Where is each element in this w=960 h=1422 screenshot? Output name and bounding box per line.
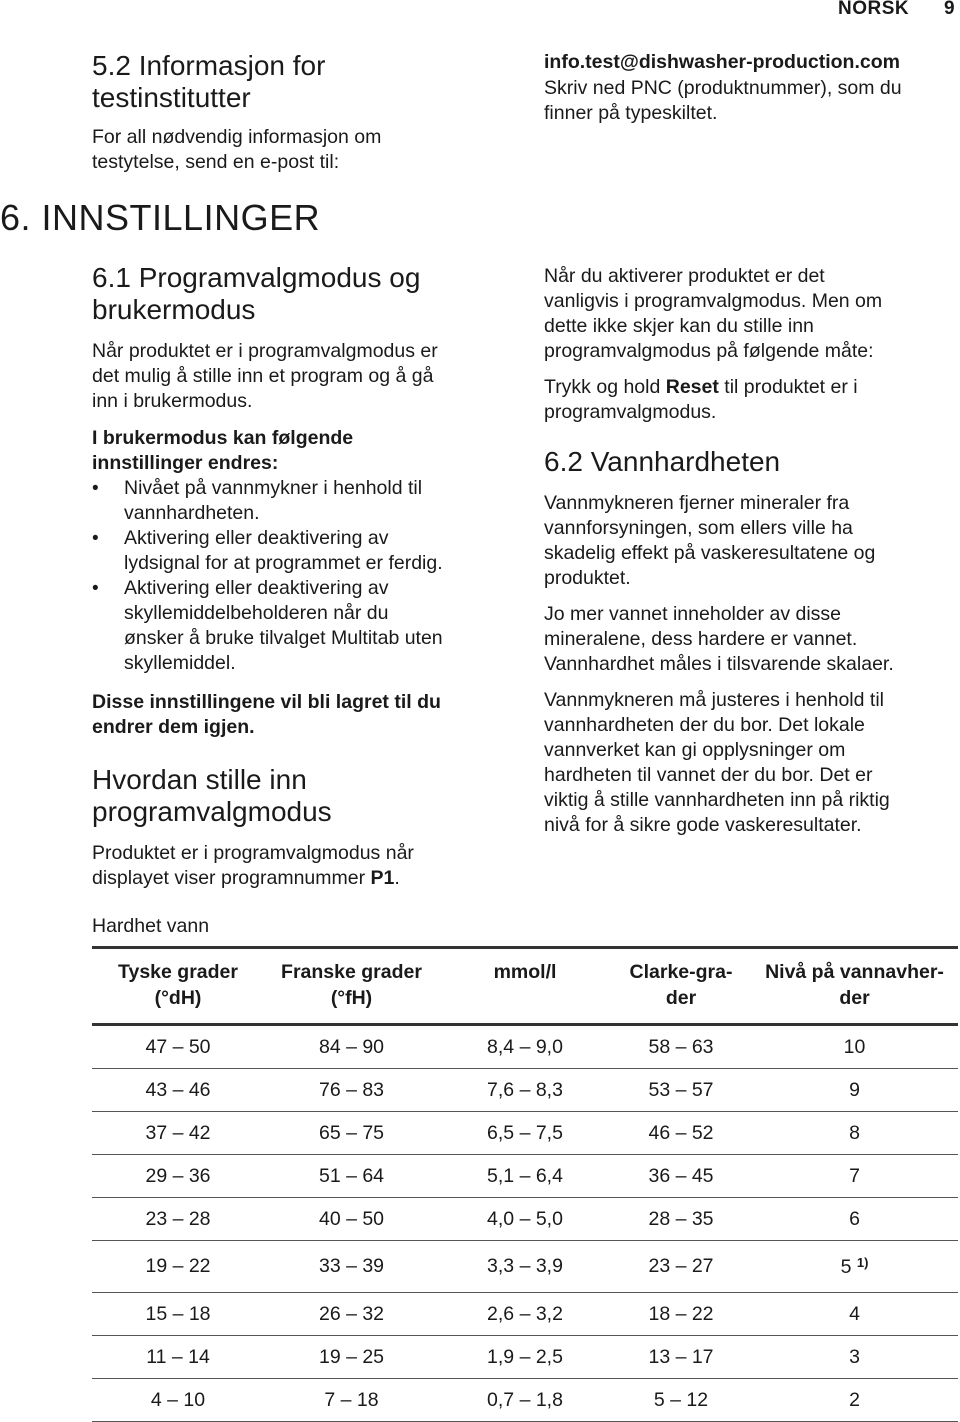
text-span: . [394,867,400,889]
text-line: Vannmykneren må justeres i henhold til [544,689,884,711]
table-cell: 6 [751,1198,958,1241]
pnc-text [544,76,958,126]
table-cell: 46 – 52 [611,1112,751,1155]
section-5-2-text [92,125,512,175]
text-line: finner på typeskiltet. [544,102,718,124]
page-number: 9 [944,0,955,19]
header-line: der [839,987,870,1009]
text-line: endrer dem igjen. [92,716,255,738]
table-row [92,1025,958,1069]
section-6-2-p2 [544,602,958,677]
text-line: Jo mer vannet inneholder av disse [544,603,842,625]
table-cell: 19 – 22 [92,1241,264,1293]
title-line: Hvordan stille inn [92,764,307,795]
section-6-1-title [92,262,512,326]
text-line: Når produktet er i programvalgmodus er [92,340,438,362]
table-cell: 7 – 18 [264,1379,439,1422]
title-line: 6.1 Programvalgmodus og [92,262,421,293]
table-cell: 51 – 64 [264,1155,439,1198]
text-line: programvalgmodus på følgende måte: [544,340,874,362]
table-cell: 4 – 10 [92,1379,264,1422]
contact-block [544,50,958,126]
table-cell: 37 – 42 [92,1112,264,1155]
text-line: det mulig å stille inn et program og å gå [92,365,434,387]
title-line: testinstitutter [92,82,251,113]
text-line: hardheten til vannet der du bor. Det er [544,764,873,786]
water-hardness-table [92,946,958,1422]
table-caption: Hardhet vann [92,915,210,937]
text-line: Skriv ned PNC (produktnummer), som du [544,77,902,99]
settings-intro [92,426,512,476]
header-language: NORSK [838,0,910,19]
text-line: dette ikke skjer kan du stille inn [544,315,814,337]
table-cell: 28 – 35 [611,1198,751,1241]
header-line: Clarke-gra- [629,961,733,983]
table-cell: 4 [751,1293,958,1336]
table-cell: 1,9 – 2,5 [439,1336,611,1379]
text-line: Produktet er i programvalgmodus når [92,842,414,864]
settings-list [92,476,512,676]
table-cell: 76 – 83 [264,1069,439,1112]
table-cell: 2,6 – 3,2 [439,1293,611,1336]
text-line: viktig å stille vannhardheten inn på riktig [544,789,890,811]
table-row [92,1336,958,1379]
header-clarke-degrees [611,948,751,1025]
header-line: Tyske grader [118,961,238,983]
text-line: Når du aktiverer produktet er det [544,265,825,287]
title-line: brukermodus [92,294,256,325]
footnote-mark: 1) [856,1254,869,1270]
text-line: programvalgmodus. [544,401,717,423]
text-line: mineralene, dess hardere er vannet. [544,628,858,650]
header-line: (°dH) [154,987,202,1009]
table-cell: 5 – 12 [611,1379,751,1422]
section-6-1-text [92,339,512,414]
section-6-1 [92,262,512,891]
table-cell: 58 – 63 [611,1025,751,1069]
chapter-6-title: 6. INNSTILLINGER [0,197,321,238]
text-line: produktet. [544,567,631,589]
text-line: vannverket kan gi opplysninger om [544,739,846,761]
table-cell: 47 – 50 [92,1025,264,1069]
section-5-2 [92,50,512,175]
table-row [92,1069,958,1112]
text-line: inn i brukermodus. [92,390,253,412]
table-cell: 13 – 17 [611,1336,751,1379]
list-item [92,576,512,676]
level-value: 5 [840,1255,852,1278]
title-line: programvalgmodus [92,796,332,827]
text-span: displayet viser programnummer [92,867,371,889]
table-header-row [92,948,958,1025]
text-line [544,375,958,400]
header-line: Franske grader [281,961,422,983]
text-line: • Nivået på vannmykner i henhold til [124,477,423,499]
table-cell: 4,0 – 5,0 [439,1198,611,1241]
table-cell: 23 – 28 [92,1198,264,1241]
header-line: (°fH) [330,987,373,1009]
table-cell: 33 – 39 [264,1241,439,1293]
text-line: skyllemiddel. [124,652,236,674]
activation-text [544,264,958,364]
table-cell: 5,1 – 6,4 [439,1155,611,1198]
text-line: vannforsyningen, som ellers ville ha [544,517,853,539]
text-line: lydsignal for at programmet er ferdig. [124,552,443,574]
activation-block [544,264,958,838]
table-cell: 40 – 50 [264,1198,439,1241]
table-cell: 53 – 57 [611,1069,751,1112]
reset-instruction [544,375,958,425]
table-cell: 19 – 25 [264,1336,439,1379]
table-cell: 7,6 – 8,3 [439,1069,611,1112]
section-6-2-title: 6.2 Vannhardheten [544,446,781,477]
section-6-2-p3 [544,688,958,838]
how-to-title [92,764,512,828]
table-cell: 18 – 22 [611,1293,751,1336]
table-cell: 7 [751,1155,958,1198]
settings-note [92,690,512,740]
table-row [92,1241,958,1293]
table-row [92,1293,958,1336]
text-line: vanligvis i programvalgmodus. Men om [544,290,883,312]
table-cell: 3,3 – 3,9 [439,1241,611,1293]
text-line: ønsker å bruke tilvalget Multitab uten [124,627,443,649]
contact-email: info.test@dishwasher-production.com [544,51,900,73]
list-item [92,526,512,576]
header-line: der [665,987,697,1009]
header-french-degrees [264,948,439,1025]
text-line: For all nødvendig informasjon om [92,126,382,148]
text-line: vannhardheten. [124,502,260,524]
section-6-2-p1 [544,491,958,591]
text-line: • Aktivering eller deaktivering av [124,577,389,599]
text-line: skyllemiddelbeholderen når du [124,602,389,624]
text-line: vannhardheten der du bor. Det lokale [544,714,865,736]
header-level [751,948,958,1025]
title-line: 5.2 Informasjon for [92,50,326,81]
table-cell: 3 [751,1336,958,1379]
table-cell: 8 [751,1112,958,1155]
table-cell: 15 – 18 [92,1293,264,1336]
table-cell: 84 – 90 [264,1025,439,1069]
text-line: skadelig effekt på vaskeresultatene og [544,542,876,564]
header-line: mmol/l [493,961,557,983]
header-german-degrees [92,948,264,1025]
text-line: nivå for å sikre gode vaskeresultater. [544,814,862,836]
table-cell [751,1241,958,1293]
table-row [92,1379,958,1422]
section-5-2-title [92,50,512,114]
table-cell: 29 – 36 [92,1155,264,1198]
text-span: til produktet er i [718,376,858,398]
table-cell: 23 – 27 [611,1241,751,1293]
table-cell: 8,4 – 9,0 [439,1025,611,1069]
text-line: Disse innstillingene vil bli lagret til du [92,691,441,713]
program-number: P1 [370,867,395,889]
text-line: innstillinger endres: [92,452,279,474]
table-cell: 2 [751,1379,958,1422]
table-cell: 0,7 – 1,8 [439,1379,611,1422]
table-row [92,1112,958,1155]
table-cell: 36 – 45 [611,1155,751,1198]
text-line: Vannhardhet måles i tilsvarende skalaer. [544,653,894,675]
text-line: testytelse, send en e-post til: [92,151,340,173]
table-cell: 11 – 14 [92,1336,264,1379]
list-item [92,476,512,526]
table-cell: 65 – 75 [264,1112,439,1155]
text-line: • Aktivering eller deaktivering av [124,527,389,549]
reset-label: Reset [665,376,719,398]
text-line: Vannmykneren fjerner mineraler fra [544,492,850,514]
table-cell: 9 [751,1069,958,1112]
how-to-text [92,841,512,891]
table-cell: 6,5 – 7,5 [439,1112,611,1155]
table-row [92,1198,958,1241]
header-line: Nivå på vannavher- [765,961,944,983]
table-cell: 43 – 46 [92,1069,264,1112]
table-row [92,1155,958,1198]
table-cell: 26 – 32 [264,1293,439,1336]
text-line [92,866,512,891]
header-mmol [439,948,611,1025]
table-cell: 10 [751,1025,958,1069]
text-span: Trykk og hold [544,376,666,398]
text-line: I brukermodus kan følgende [92,427,354,449]
